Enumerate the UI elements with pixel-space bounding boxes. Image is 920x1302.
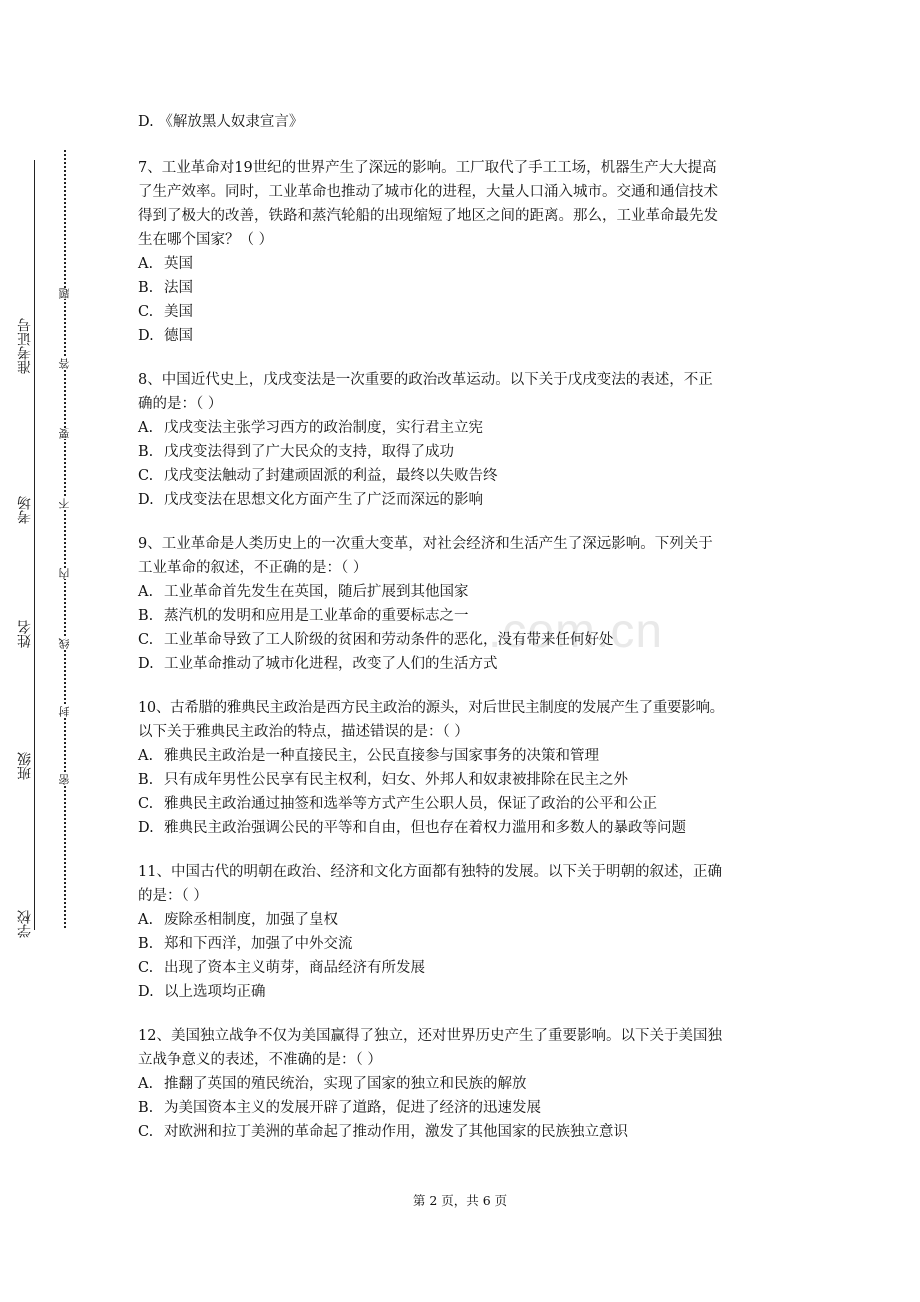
option-text: 雅典民主政治强调公民的平等和自由，但也存在着权力滥用和多数人的暴政等问题 <box>164 820 686 836</box>
option-a <box>138 908 788 932</box>
option-text: 只有成年男性公民享有民主权利，妇女、外邦人和奴隶被排除在民主之外 <box>164 772 628 788</box>
option-c <box>138 628 788 652</box>
option-d <box>138 488 788 512</box>
option-letter: C. <box>138 632 154 648</box>
seal-char: 不 <box>58 498 71 509</box>
option-letter: B. <box>138 444 154 460</box>
question-text-line: 7、工业革命对19世纪的世界产生了深远的影响。工厂取代了手工工场，机器生产大大提高 <box>138 160 717 176</box>
option-d <box>138 324 788 348</box>
option-a <box>138 744 788 768</box>
option-b <box>138 440 788 464</box>
option-text: 德国 <box>164 328 193 344</box>
question-text-line: 生在哪个国家？（ ） <box>138 232 274 248</box>
option-d <box>138 652 788 676</box>
option-b <box>138 768 788 792</box>
seal-char: 封 <box>58 706 71 717</box>
question-text-line: 确的是：（ ） <box>138 396 223 412</box>
option-letter: D. <box>138 492 154 508</box>
option-c <box>138 956 788 980</box>
option-c <box>138 300 788 324</box>
option-text: 工业革命导致了工人阶级的贫困和劳动条件的恶化，没有带来任何好处 <box>164 632 614 648</box>
option-letter: C. <box>138 1124 154 1140</box>
option-text: 对欧洲和拉丁美洲的革命起了推动作用，激发了其他国家的民族独立意识 <box>164 1124 628 1140</box>
seal-char: 密 <box>58 774 71 785</box>
option-a <box>138 1072 788 1096</box>
option-text: 美国 <box>164 304 193 320</box>
option-letter: A. <box>138 1076 154 1092</box>
option-c <box>138 464 788 488</box>
seal-char: 题 <box>58 288 71 299</box>
question-9 <box>138 532 788 676</box>
option-letter: C. <box>138 304 154 320</box>
option-letter: A. <box>138 748 154 764</box>
option-letter: D. <box>138 984 154 1000</box>
option-text: 以上选项均正确 <box>164 984 266 1000</box>
option-letter: A. <box>138 912 154 928</box>
option-a <box>138 252 788 276</box>
previous-option: D. 《解放黑人奴隶宣言》 <box>138 114 304 130</box>
option-letter: B. <box>138 1100 154 1116</box>
field-label-school: 学校 <box>17 910 33 938</box>
binding-solid-line <box>34 160 35 930</box>
question-text-line: 12、美国独立战争不仅为美国赢得了独立，还对世界历史产生了重要影响。以下关于美国独 <box>138 1028 722 1044</box>
question-text-line: 10、古希腊的雅典民主政治是西方民主政治的源头，对后世民主制度的发展产生了重要影响。 <box>138 700 724 716</box>
option-letter: A. <box>138 420 154 436</box>
seal-char: 答 <box>58 358 71 369</box>
question-text-line: 工业革命的叙述，不正确的是：（ ） <box>138 560 368 576</box>
question-text-line: 得到了极大的改善，铁路和蒸汽轮船的出现缩短了地区之间的距离。那么，工业革命最先发 <box>138 208 718 224</box>
option-text: 工业革命推动了城市化进程，改变了人们的生活方式 <box>164 656 498 672</box>
binding-margin <box>10 150 80 940</box>
option-text: 戊戌变法触动了封建顽固派的利益，最终以失败告终 <box>164 468 498 484</box>
option-letter: D. <box>138 656 154 672</box>
option-letter: D. <box>138 328 154 344</box>
option-text: 为美国资本主义的发展开辟了道路，促进了经济的迅速发展 <box>164 1100 541 1116</box>
option-letter: C. <box>138 796 154 812</box>
option-b <box>138 604 788 628</box>
seal-char: 线 <box>58 638 71 649</box>
question-text-line: 8、中国近代史上，戊戌变法是一次重要的政治改革运动。以下关于戊戌变法的表述，不正 <box>138 372 713 388</box>
option-d <box>138 980 788 1004</box>
field-label-exam-id: 准考证号 <box>17 318 33 374</box>
question-7 <box>138 156 788 348</box>
binding-dotted-line <box>64 150 66 928</box>
option-letter: D. <box>138 820 154 836</box>
option-c <box>138 1120 788 1144</box>
option-letter: B. <box>138 772 154 788</box>
option-text: 推翻了英国的殖民统治，实现了国家的独立和民族的解放 <box>164 1076 527 1092</box>
option-text: 雅典民主政治通过抽签和选举等方式产生公职人员，保证了政治的公平和公正 <box>164 796 657 812</box>
option-text: 废除丞相制度，加强了皇权 <box>164 912 338 928</box>
option-text: 法国 <box>164 280 193 296</box>
option-letter: B. <box>138 936 154 952</box>
option-text: 出现了资本主义萌芽，商品经济有所发展 <box>164 960 425 976</box>
option-b <box>138 1096 788 1120</box>
question-text-line: 立战争意义的表述，不准确的是：（ ） <box>138 1052 382 1068</box>
option-letter: C. <box>138 468 154 484</box>
option-letter: C. <box>138 960 154 976</box>
question-11 <box>138 860 788 1004</box>
field-label-exam-room: 考场 <box>17 496 33 524</box>
question-text-line: 11、中国古代的明朝在政治、经济和文化方面都有独特的发展。以下关于明朝的叙述，正确 <box>138 864 722 880</box>
option-text: 戊戌变法主张学习西方的政治制度，实行君主立宪 <box>164 420 483 436</box>
page-footer: 第 2 页，共 6 页 <box>412 1193 508 1208</box>
option-text: 戊戌变法在思想文化方面产生了广泛而深远的影响 <box>164 492 483 508</box>
option-text: 雅典民主政治是一种直接民主，公民直接参与国家事务的决策和管理 <box>164 748 599 764</box>
question-text-line: 以下关于雅典民主政治的特点，描述错误的是：（ ） <box>138 724 469 740</box>
question-8 <box>138 368 788 512</box>
field-label-class: 班级 <box>17 752 33 780</box>
option-a <box>138 580 788 604</box>
question-text-line: 了生产效率。同时，工业革命也推动了城市化的进程，大量人口涌入城市。交通和通信技术 <box>138 184 718 200</box>
question-10 <box>138 696 788 840</box>
option-text: 英国 <box>164 256 193 272</box>
option-text: 蒸汽机的发明和应用是工业革命的重要标志之一 <box>164 608 469 624</box>
option-text: 工业革命首先发生在英国，随后扩展到其他国家 <box>164 584 469 600</box>
option-text: 戊戌变法得到了广大民众的支持，取得了成功 <box>164 444 454 460</box>
question-text-line: 9、工业革命是人类历史上的一次重大变革，对社会经济和生活产生了深远影响。下列关于 <box>138 536 713 552</box>
field-label-name: 姓名 <box>17 620 33 648</box>
option-b <box>138 932 788 956</box>
option-c <box>138 792 788 816</box>
option-text: 郑和下西洋，加强了中外交流 <box>164 936 353 952</box>
option-letter: A. <box>138 256 154 272</box>
question-12 <box>138 1024 788 1144</box>
seal-char: 要 <box>58 428 71 439</box>
exam-content <box>138 110 788 1164</box>
question-text-line: 的是：（ ） <box>138 888 208 904</box>
option-letter: B. <box>138 280 154 296</box>
option-a <box>138 416 788 440</box>
option-b <box>138 276 788 300</box>
option-letter: A. <box>138 584 154 600</box>
option-letter: B. <box>138 608 154 624</box>
watermark: .com.cn <box>488 605 664 658</box>
option-d <box>138 816 788 840</box>
seal-char: 内 <box>58 568 71 579</box>
